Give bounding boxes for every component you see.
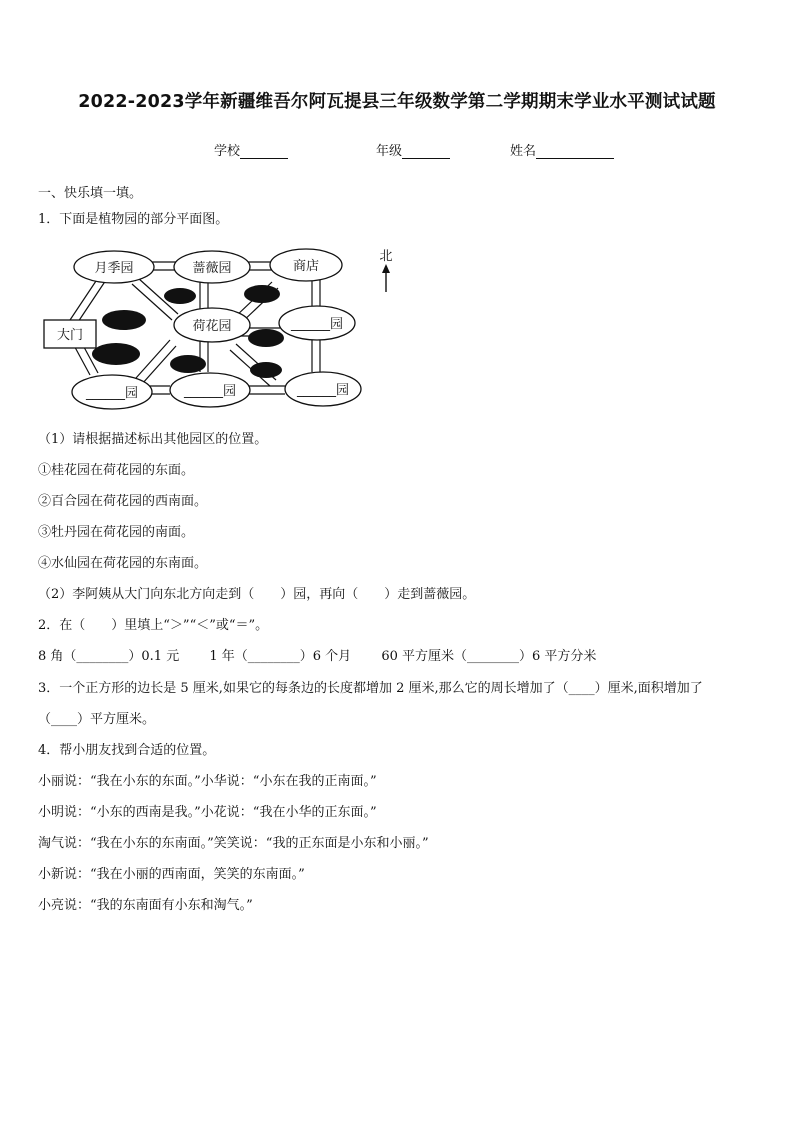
- q1-item-1: ①桂花园在荷花园的东面。: [38, 463, 195, 478]
- question-3-line2: （____）平方厘米。: [38, 712, 156, 727]
- page-title: 2022-2023学年新疆维吾尔阿瓦提县三年级数学第二学期期末学业水平测试试题: [78, 92, 716, 112]
- q4-line-4: 小新说：“我在小丽的西南面，笑笑的东南面。”: [38, 867, 305, 882]
- q1-item-3: ③牡丹园在荷花园的南面。: [38, 525, 195, 540]
- question-3-line1: 3．一个正方形的边长是 5 厘米,如果它的每条边的长度都增加 2 厘米,那么它的周长增加了（____）厘米,面积增加了: [38, 681, 703, 696]
- q1-item-2: ②百合园在荷花园的西南面。: [38, 494, 208, 509]
- q1-item-4: ④水仙园在荷花园的东南面。: [38, 556, 208, 571]
- grade-label: 年级: [376, 144, 403, 159]
- q4-line-5: 小亮说：“我的东南面有小东和淘气。”: [38, 898, 253, 913]
- question-4-stem: 4．帮小朋友找到合适的位置。: [38, 743, 216, 758]
- question-2-stem: 2．在（ ）里填上“＞”“＜”或“＝”。: [38, 618, 269, 633]
- question-1-sub2: （2）李阿姨从大门向东北方向走到（ ）园，再向（ ）走到蔷薇园。: [38, 587, 476, 602]
- comparison-2: 1 年（________）6 个月: [209, 649, 352, 664]
- school-blank[interactable]: [240, 144, 288, 159]
- q4-line-2: 小明说：“小东的西南是我。”小花说：“我在小华的正东面。”: [38, 805, 377, 820]
- north-arrow-icon: [382, 264, 390, 292]
- section-heading: 一、快乐填一填。: [38, 186, 143, 201]
- label-yueji: 月季园: [94, 261, 134, 276]
- school-label: 学校: [214, 144, 241, 159]
- north-label: 北: [379, 249, 393, 264]
- question-2-comparisons: [38, 645, 596, 664]
- q4-line-1: 小丽说：“我在小东的东面。”小华说：“小东在我的正南面。”: [38, 774, 377, 789]
- garden-map: [40, 240, 400, 415]
- blank-garden-southeast[interactable]: ______园: [296, 383, 350, 398]
- blank-garden-southwest[interactable]: ______园: [85, 386, 139, 401]
- school-field: [214, 140, 288, 159]
- label-gate: 大门: [56, 328, 84, 343]
- name-label: 姓名: [510, 144, 537, 159]
- grade-blank[interactable]: [402, 144, 450, 159]
- comparison-3: 60 平方厘米（________）6 平方分米: [381, 649, 597, 664]
- blank-garden-east[interactable]: ______园: [290, 317, 344, 332]
- comparison-1: 8 角（________）0.1 元: [38, 649, 180, 664]
- question-1-stem: 1．下面是植物园的部分平面图。: [38, 212, 229, 227]
- label-hehua: 荷花园: [192, 319, 232, 334]
- q4-line-3: 淘气说：“我在小东的东南面。”笑笑说：“我的正东面是小东和小丽。”: [38, 836, 429, 851]
- name-blank[interactable]: [536, 144, 614, 159]
- label-shop: 商店: [292, 259, 320, 274]
- grade-field: [376, 140, 450, 159]
- blank-garden-south[interactable]: ______园: [183, 384, 237, 399]
- question-1-sub1: （1）请根据描述标出其他园区的位置。: [38, 432, 268, 447]
- name-field: [510, 140, 614, 159]
- label-qiangwei: 蔷薇园: [192, 261, 232, 276]
